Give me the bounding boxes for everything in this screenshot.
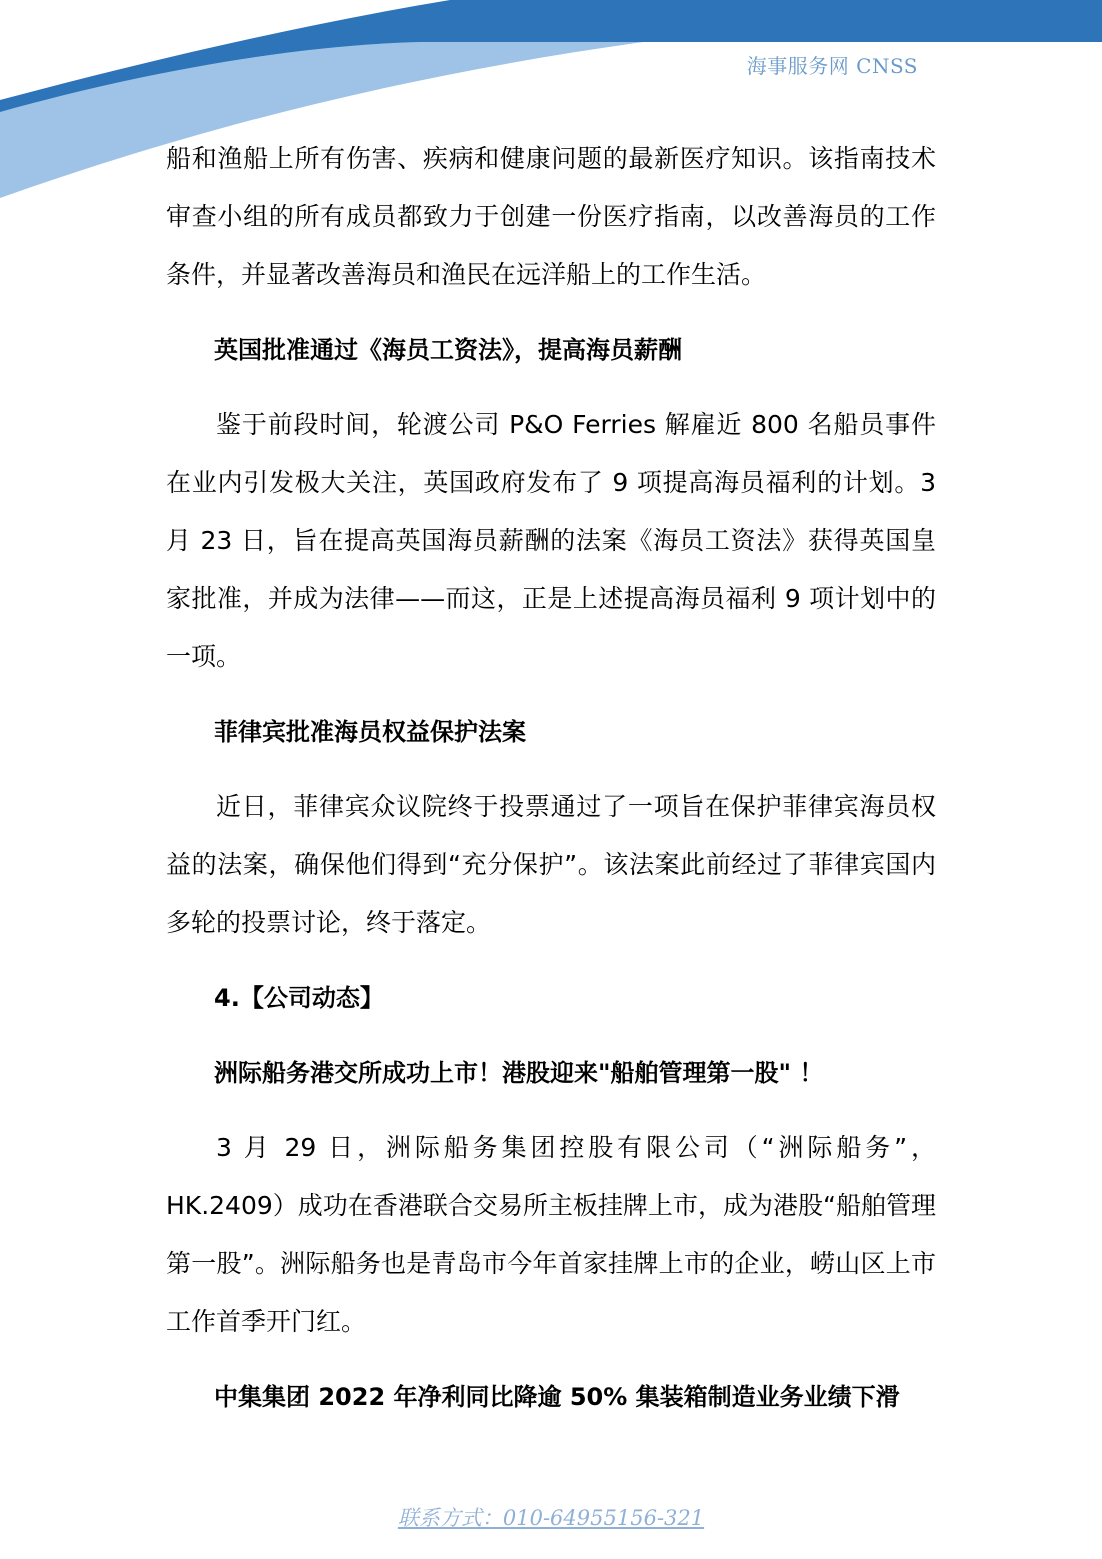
header-brand: 海事服务网 CNSS — [746, 54, 918, 78]
footer-contact: 联系方式：010-64955156-321 — [397, 1506, 705, 1530]
heading-cmsc-listing: 洲际船务港交所成功上市！港股迎来"船舶管理第一股" ！ — [214, 1059, 824, 1087]
heading-uk-seafarer-wage-act: 英国批准通过《海员工资法》，提高海员薪酬 — [214, 336, 682, 364]
paragraph-cmsc-listing: 3 月 29 日，洲际船务集团控股有限公司（“洲际船务”，HK.2409）成功在香港联合交易所主板挂牌上市，成为港股“船舶管理第一股”。洲际船务也是青岛市今年首家挂牌上市的企业，崂山区上市工作首季开门红。 — [166, 1133, 936, 1336]
paragraph-philippines-seafarer-bill: 近日，菲律宾众议院终于投票通过了一项旨在保护菲律宾海员权益的法案，确保他们得到“充分保护”。该法案此前经过了菲律宾国内多轮的投票讨论，终于落定。 — [166, 792, 936, 937]
heading-philippines-seafarer-bill: 菲律宾批准海员权益保护法案 — [214, 718, 526, 746]
paragraph-uk-seafarer-wage-act: 鉴于前段时间，轮渡公司 P&O Ferries 解雇近 800 名船员事件在业内引发极大关注，英国政府发布了 9 项提高海员福利的计划。3 月 23 日，旨在提高英国海员薪酬的法案《海员工资法》获得英国皇家批准，并成为法律——而这，正是上述提高海员福利 9 项计划中的一项。 — [166, 410, 936, 671]
paragraph-medical-guide: 船和渔船上所有伤害、疾病和健康问题的最新医疗知识。该指南技术审查小组的所有成员都致力于创建一份医疗指南，以改善海员的工作条件，并显著改善海员和渔民在远洋船上的工作生活。 — [166, 144, 936, 289]
heading-company-news: 4.【公司动态】 — [214, 984, 384, 1012]
heading-cimc-profit: 中集集团 2022 年净利同比降逾 50% 集装箱制造业务业绩下滑 — [214, 1383, 900, 1411]
document-body — [166, 130, 936, 1443]
